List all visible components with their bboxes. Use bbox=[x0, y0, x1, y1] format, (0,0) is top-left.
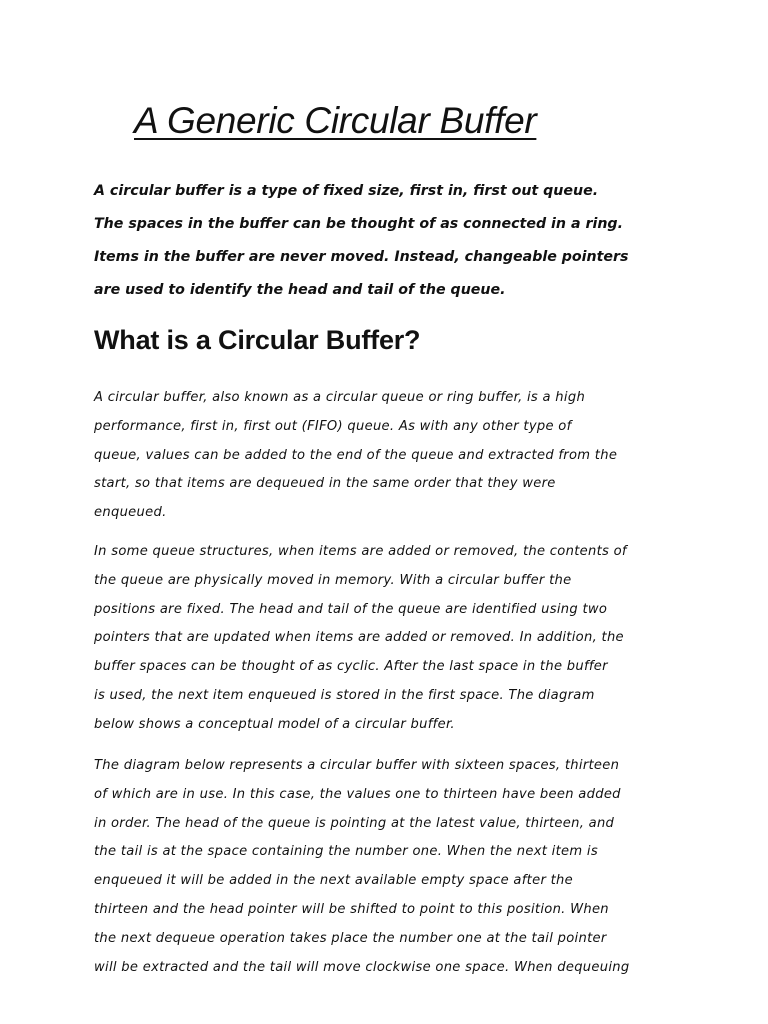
paragraph-line: in order. The head of the queue is pointing at the latest value, thirteen, and bbox=[94, 815, 615, 831]
paragraph-line: below shows a conceptual model of a circular buffer. bbox=[94, 716, 455, 732]
paragraph-line: performance, first in, first out (FIFO) queue. As with any other type of bbox=[94, 418, 572, 434]
paragraph-line: pointers that are updated when items are added or removed. In addition, the bbox=[94, 630, 624, 646]
intro-line: A circular buffer is a type of fixed size, first in, first out queue. bbox=[94, 183, 599, 199]
paragraph-line: start, so that items are dequeued in the same order that they were bbox=[94, 476, 556, 492]
document-title: A Generic Circular Buffer bbox=[134, 100, 537, 141]
paragraph-line: enqueued it will be added in the next available empty space after the bbox=[94, 873, 573, 889]
intro-paragraph bbox=[94, 175, 684, 307]
paragraph-line: enqueued. bbox=[94, 505, 167, 521]
paragraph-line: A circular buffer, also known as a circular queue or ring buffer, is a high bbox=[94, 390, 586, 405]
intro-line: Items in the buffer are never moved. Instead, changeable pointers bbox=[94, 249, 629, 265]
section-heading: What is a Circular Buffer? bbox=[94, 325, 421, 355]
paragraph-line: will be extracted and the tail will move clockwise one space. When dequeuing bbox=[94, 959, 630, 975]
body-paragraph bbox=[94, 384, 694, 528]
paragraph-line: of which are in use. In this case, the values one to thirteen have been added bbox=[94, 786, 621, 802]
paragraph-line: In some queue structures, when items are added or removed, the contents of bbox=[94, 544, 627, 559]
paragraph-line: queue, values can be added to the end of the queue and extracted from the bbox=[94, 447, 618, 463]
paragraph-line: the next dequeue operation takes place the number one at the tail pointer bbox=[94, 930, 607, 946]
paragraph-line: buffer spaces can be thought of as cyclic. After the last space in the buffer bbox=[94, 659, 608, 675]
intro-line: are used to identify the head and tail of the queue. bbox=[94, 282, 506, 298]
paragraph-line: positions are fixed. The head and tail of the queue are identified using two bbox=[94, 601, 608, 617]
paragraph-line: the tail is at the space containing the number one. When the next item is bbox=[94, 844, 598, 860]
paragraph-line: is used, the next item enqueued is stored in the first space. The diagram bbox=[94, 687, 595, 703]
paragraph-line: thirteen and the head pointer will be shifted to point to this position. When bbox=[94, 901, 609, 917]
paragraph-line: the queue are physically moved in memory. With a circular buffer the bbox=[94, 572, 572, 588]
body-paragraph bbox=[94, 752, 694, 982]
paragraph-line: The diagram below represents a circular buffer with sixteen spaces, thirteen bbox=[94, 758, 620, 773]
intro-line: The spaces in the buffer can be thought of as connected in a ring. bbox=[94, 216, 623, 232]
body-paragraph bbox=[94, 538, 694, 740]
